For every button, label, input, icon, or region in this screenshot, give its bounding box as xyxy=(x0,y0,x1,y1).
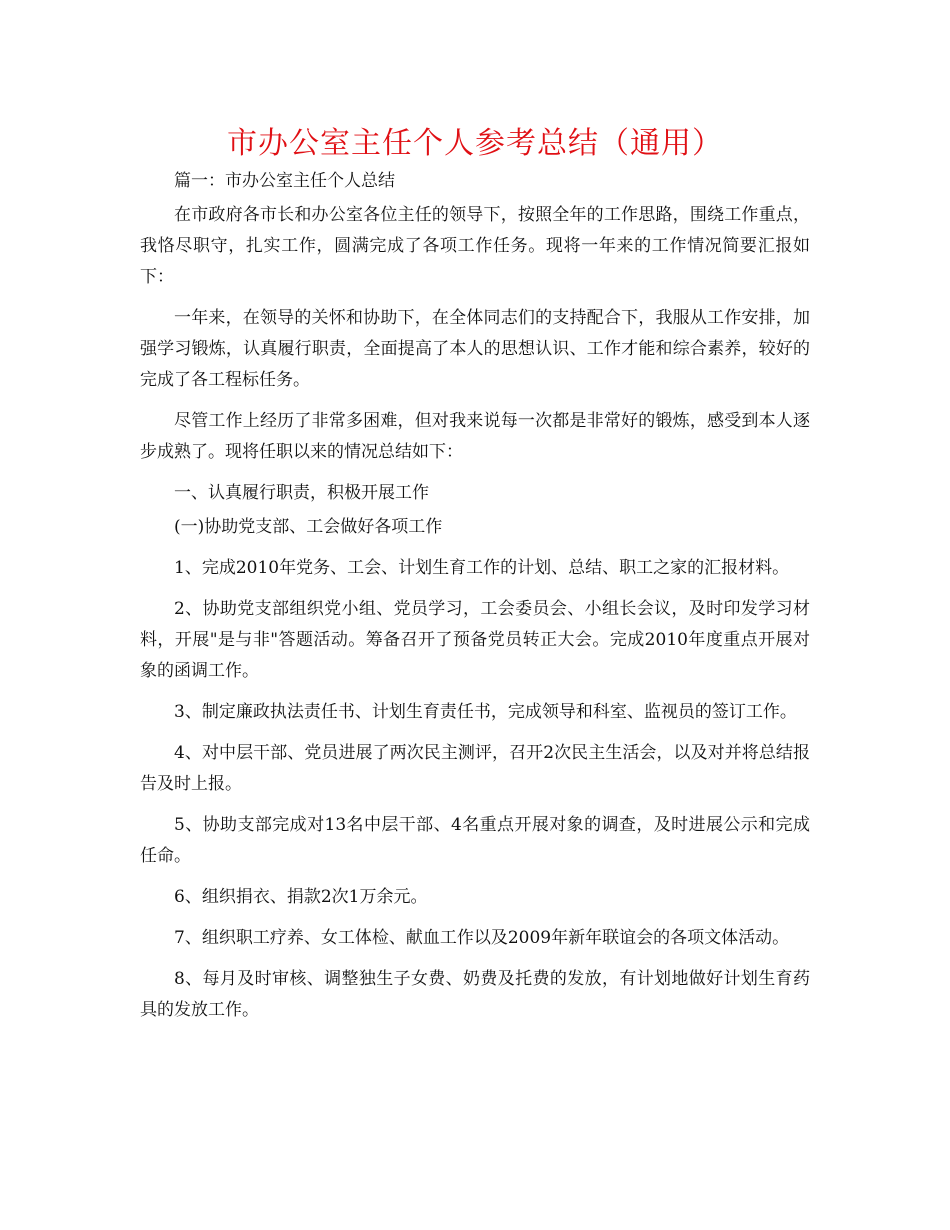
list-item: 2、协助党支部组织党小组、党员学习，工会委员会、小组长会议，及时印发学习材料，开展"是与非"答题活动。筹备召开了预备党员转正大会。完成2010年度重点开展对象的函调工作。 xyxy=(140,599,810,681)
section-heading: 一、认真履行职责，积极开展工作 xyxy=(174,483,429,503)
paragraph: 在市政府各市长和办公室各位主任的领导下，按照全年的工作思路，围绕工作重点，我恪尽职守，扎实工作，圆满完成了各项工作任务。现将一年来的工作情况简要汇报如下： xyxy=(140,205,810,287)
list-item: 3、制定廉政执法责任书、计划生育责任书，完成领导和科室、监视员的签订工作。 xyxy=(174,702,797,722)
list-item: 7、组织职工疗养、女工体检、献血工作以及2009年新年联谊会的各项文体活动。 xyxy=(174,928,790,948)
list-item: 4、对中层干部、党员进展了两次民主测评，召开2次民主生活会，以及对并将总结报告及时上报。 xyxy=(140,743,810,794)
document-title: 市办公室主任个人参考总结（通用） xyxy=(227,126,723,161)
document-body xyxy=(140,166,810,1036)
list-item: 1、完成2010年党务、工会、计划生育工作的计划、总结、职工之家的汇报材料。 xyxy=(174,558,790,578)
list-item: 5、协助支部完成对13名中层干部、4名重点开展对象的调查，及时进展公示和完成任命。 xyxy=(140,815,810,866)
list-item: 6、组织捐衣、捐款2次1万余元。 xyxy=(174,887,428,907)
paragraph: 尽管工作上经历了非常多困难，但对我来说每一次都是非常好的锻炼，感受到本人逐步成熟了。现将任职以来的情况总结如下： xyxy=(140,411,810,462)
list-item: 8、每月及时审核、调整独生子女费、奶费及托费的发放，有计划地做好计划生育药具的发放工作。 xyxy=(140,969,810,1020)
section-heading: 篇一：市办公室主任个人总结 xyxy=(174,171,395,191)
paragraph: 一年来，在领导的关怀和协助下，在全体同志们的支持配合下，我服从工作安排，加强学习锻炼，认真履行职责，全面提高了本人的思想认识、工作才能和综合素养，较好的完成了各工程标任务。 xyxy=(140,308,810,390)
subsection-heading: (一)协助党支部、工会做好各项工作 xyxy=(174,517,443,537)
